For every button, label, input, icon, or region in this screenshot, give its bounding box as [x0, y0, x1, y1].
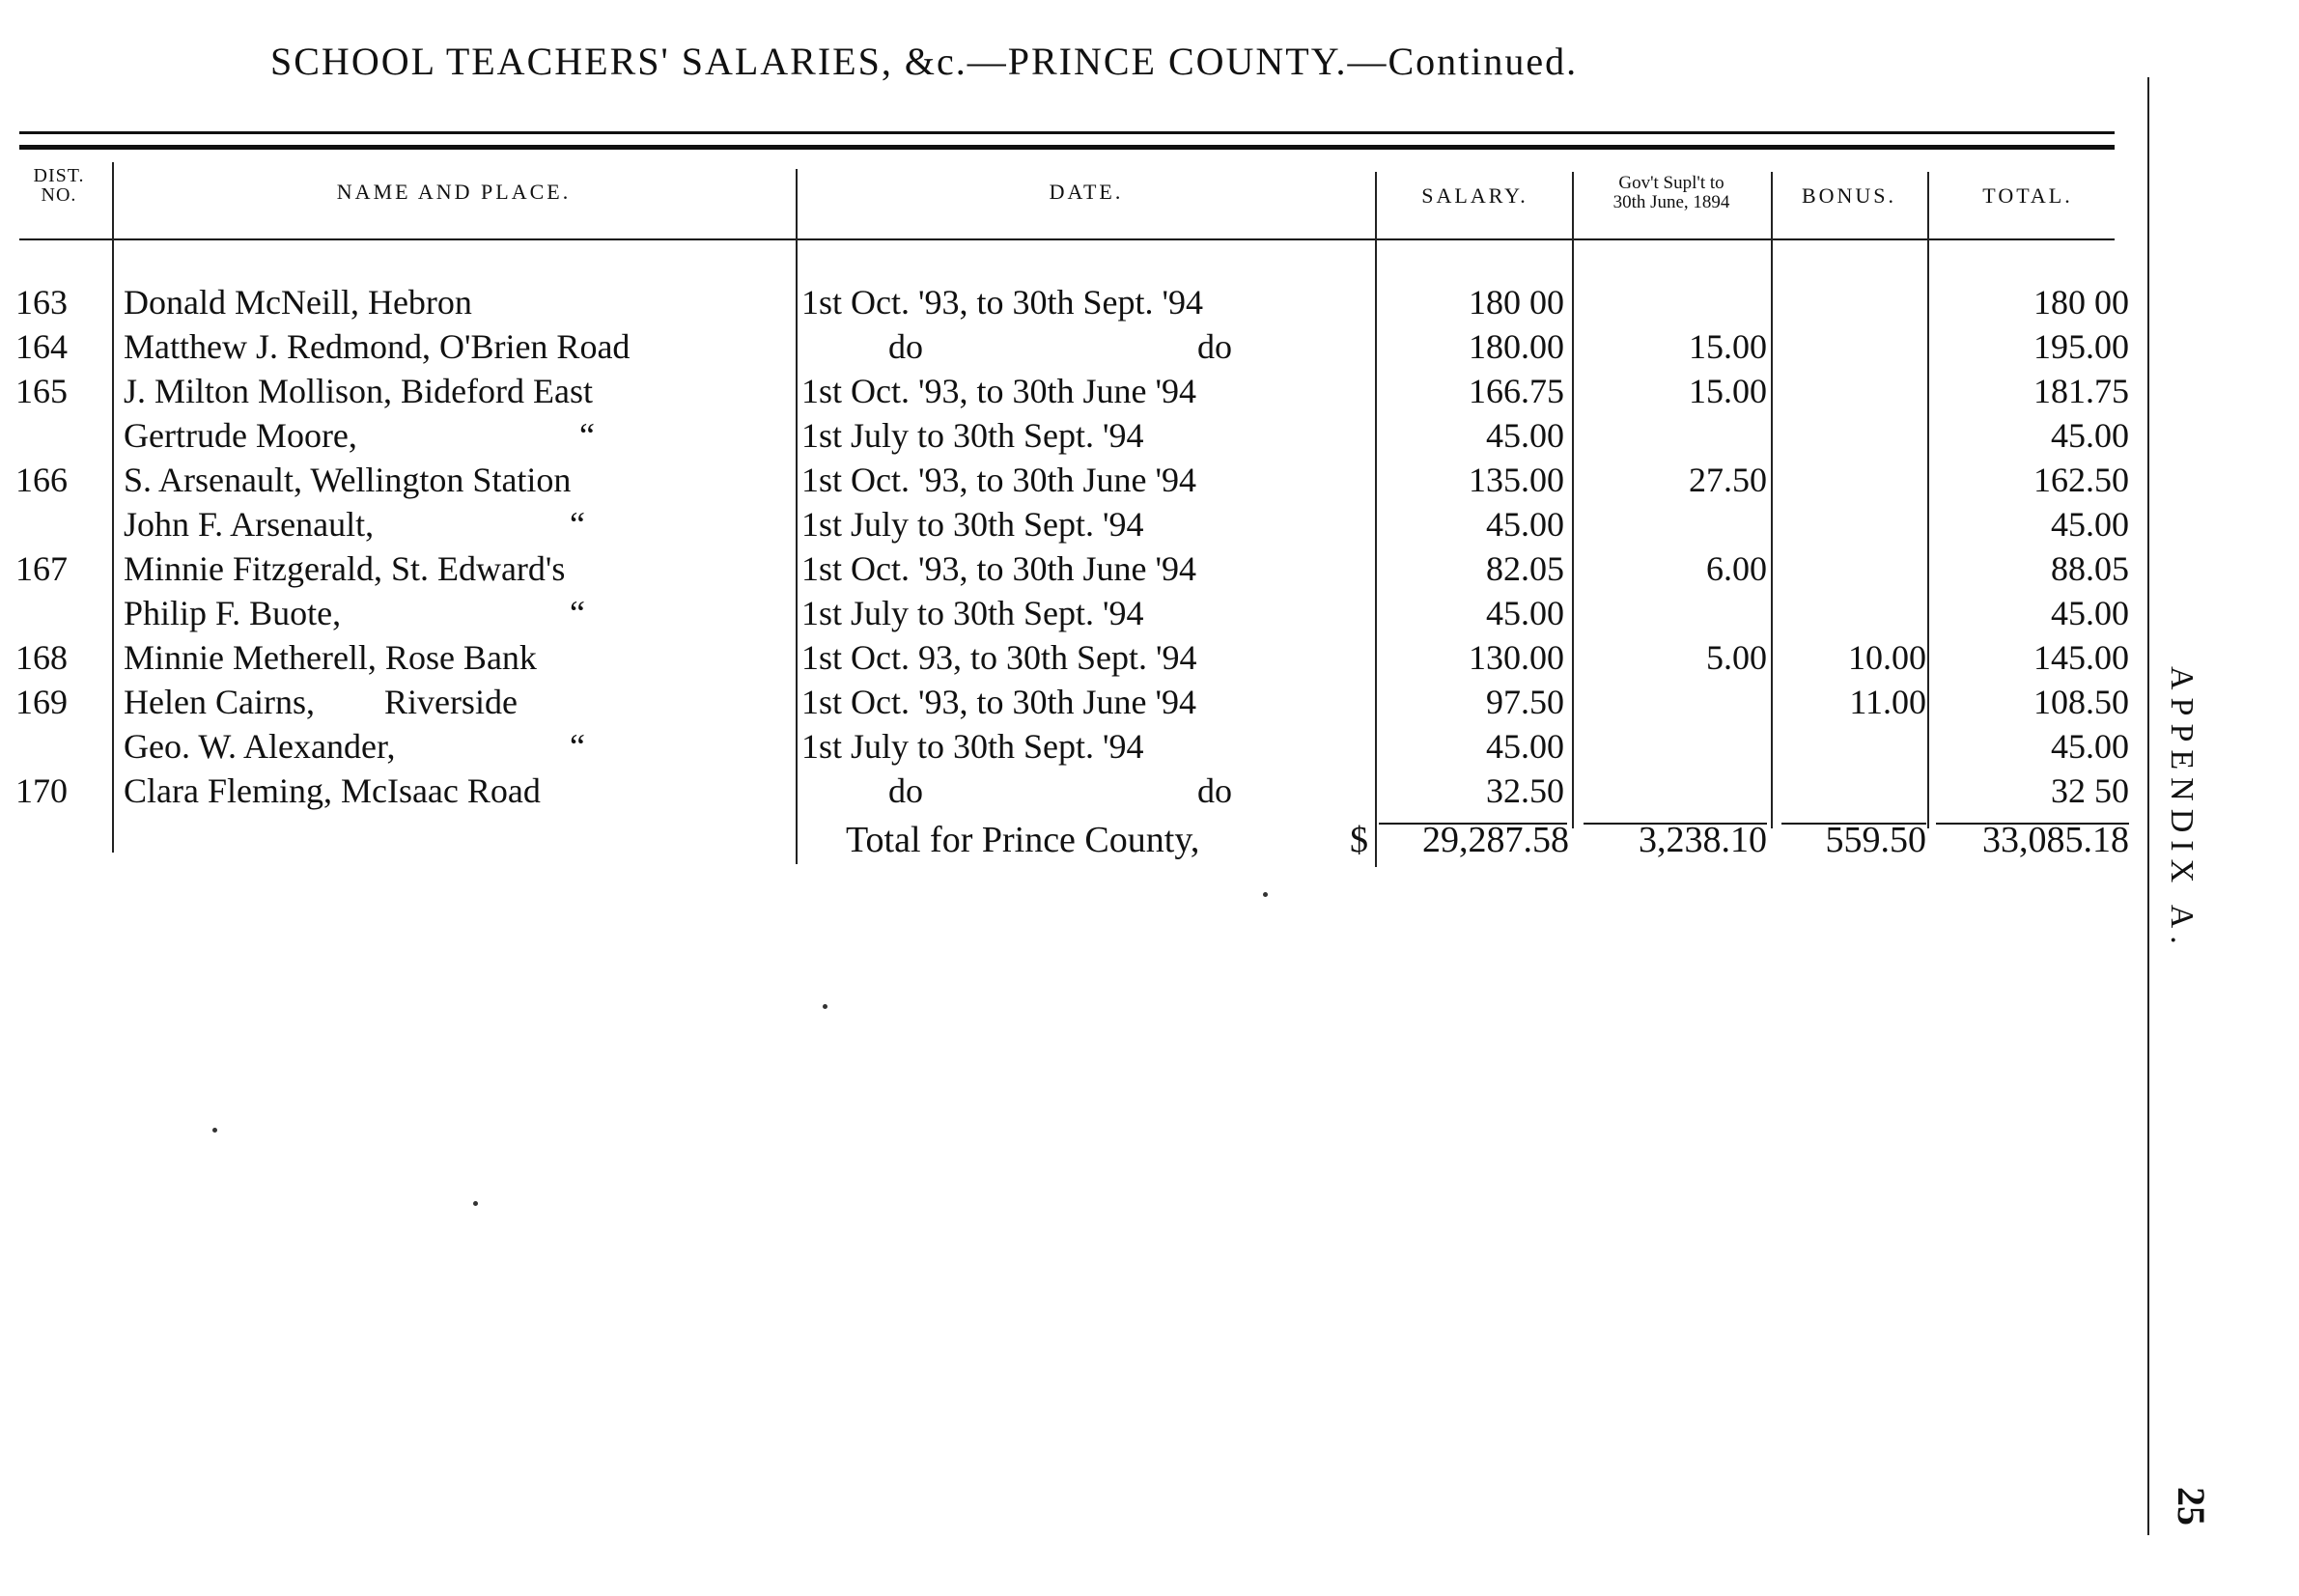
teacher-name-place: S. Arsenault, Wellington Station — [124, 461, 572, 499]
totals-row — [0, 819, 2299, 867]
date-range: 1st July to 30th Sept. '94 — [801, 594, 1144, 632]
print-speck — [473, 1201, 478, 1206]
teacher-name-place: Matthew J. Redmond, O'Brien Road — [124, 327, 631, 366]
dist-no: 167 — [15, 549, 68, 588]
header-supl — [1574, 174, 1769, 212]
dist-no: 165 — [15, 372, 68, 410]
table-row — [0, 637, 2299, 682]
dist-no: 170 — [15, 771, 68, 810]
table-row — [0, 770, 2299, 815]
teacher-name-place: Clara Fleming, McIsaac Road — [124, 771, 541, 810]
date-ditto-from: do — [888, 771, 923, 810]
header-salary: SALARY. — [1421, 183, 1528, 208]
totals-total: 33,085.18 — [1982, 820, 2129, 860]
table-row — [0, 548, 2299, 593]
print-speck — [823, 1004, 827, 1009]
teacher-name-place: Helen Cairns, Riverside — [124, 683, 518, 721]
date-range: 1st Oct. 93, to 30th Sept. '94 — [801, 638, 1197, 677]
date-ditto-to: do — [1197, 771, 1232, 810]
ditto-mark: “ — [579, 416, 595, 455]
date-range: 1st Oct. '93, to 30th June '94 — [801, 683, 1196, 721]
totals-supplement: 3,238.10 — [1639, 820, 1767, 860]
bonus-value: 11.00 — [1849, 683, 1926, 721]
table-row — [0, 371, 2299, 415]
total-value: 145.00 — [2033, 638, 2129, 677]
salary-value: 130.00 — [1469, 638, 1564, 677]
totals-bonus: 559.50 — [1825, 820, 1926, 860]
teacher-name-place: Minnie Fitzgerald, St. Edward's — [124, 549, 566, 588]
salary-value: 82.05 — [1486, 549, 1564, 588]
dist-no: 168 — [15, 638, 68, 677]
totals-salary: 29,287.58 — [1422, 820, 1569, 860]
header-supl-line1: Gov't Supl't to — [1618, 173, 1724, 193]
dist-no: 163 — [15, 283, 68, 322]
totals-label: Total for Prince County, — [846, 820, 1200, 860]
table-row — [0, 593, 2299, 637]
date-range: 1st Oct. '93, to 30th June '94 — [801, 549, 1196, 588]
ditto-mark: “ — [570, 727, 585, 766]
total-value: 32 50 — [2051, 771, 2129, 810]
supplement-value: 5.00 — [1706, 638, 1767, 677]
date-range: 1st July to 30th Sept. '94 — [801, 505, 1144, 544]
table-row — [0, 460, 2299, 504]
date-ditto-to: do — [1197, 327, 1232, 366]
date-range: 1st July to 30th Sept. '94 — [801, 416, 1144, 455]
top-double-rule-lower — [19, 145, 2115, 150]
salary-value: 97.50 — [1486, 683, 1564, 721]
supplement-value: 15.00 — [1689, 327, 1767, 366]
header-bonus: BONUS. — [1801, 183, 1897, 208]
appendix-label: APPENDIX A. — [2164, 666, 2200, 952]
dist-no: 166 — [15, 461, 68, 499]
print-speck — [1263, 892, 1268, 897]
total-value: 45.00 — [2051, 594, 2129, 632]
total-value: 45.00 — [2051, 416, 2129, 455]
header-total: TOTAL. — [1982, 183, 2073, 208]
total-value: 180 00 — [2033, 283, 2129, 322]
print-speck — [212, 1128, 217, 1133]
page-number: 25 — [2170, 1487, 2213, 1526]
teacher-name-place: John F. Arsenault, — [124, 505, 375, 544]
teacher-name-place: Minnie Metherell, Rose Bank — [124, 638, 537, 677]
total-value: 45.00 — [2051, 727, 2129, 766]
table-row — [0, 415, 2299, 460]
salary-value: 166.75 — [1469, 372, 1564, 410]
teacher-name-place: Gertrude Moore, — [124, 416, 357, 455]
table-row — [0, 504, 2299, 548]
salary-value: 45.00 — [1486, 416, 1564, 455]
teacher-name-place: Geo. W. Alexander, — [124, 727, 396, 766]
page-title: SCHOOL TEACHERS' SALARIES, &c.—PRINCE COUNTY.—Continued. — [270, 40, 1579, 83]
total-value: 108.50 — [2033, 683, 2129, 721]
teacher-name-place: J. Milton Mollison, Bideford East — [124, 372, 593, 410]
table-row — [0, 326, 2299, 371]
supplement-value: 15.00 — [1689, 372, 1767, 410]
dist-no: 169 — [15, 683, 68, 721]
header-name-place: NAME AND PLACE. — [336, 180, 572, 204]
ditto-mark: “ — [570, 594, 585, 632]
total-value: 181.75 — [2033, 372, 2129, 410]
teacher-name-place: Donald McNeill, Hebron — [124, 283, 472, 322]
salary-value: 45.00 — [1486, 594, 1564, 632]
top-double-rule — [19, 131, 2115, 134]
salary-value: 32.50 — [1486, 771, 1564, 810]
dist-no: 164 — [15, 327, 68, 366]
total-value: 88.05 — [2051, 549, 2129, 588]
bonus-value: 10.00 — [1848, 638, 1926, 677]
date-range: 1st Oct. '93, to 30th June '94 — [801, 461, 1196, 499]
header-dist-no — [15, 166, 102, 205]
total-value: 162.50 — [2033, 461, 2129, 499]
date-ditto-from: do — [888, 327, 923, 366]
header-date: DATE. — [1049, 180, 1124, 204]
header-dist-line1: DIST. — [33, 165, 85, 186]
table-row — [0, 726, 2299, 770]
header-supl-line2: 30th June, 1894 — [1612, 192, 1730, 212]
teacher-name-place: Philip F. Buote, — [124, 594, 342, 632]
totals-dollar-sign: $ — [1350, 820, 1368, 860]
header-bottom-rule — [19, 238, 2115, 240]
salary-value: 180.00 — [1469, 327, 1564, 366]
supplement-value: 27.50 — [1689, 461, 1767, 499]
salary-value: 45.00 — [1486, 505, 1564, 544]
date-range: 1st July to 30th Sept. '94 — [801, 727, 1144, 766]
supplement-value: 6.00 — [1706, 549, 1767, 588]
ditto-mark: “ — [570, 505, 585, 544]
table-row — [0, 682, 2299, 726]
salary-value: 45.00 — [1486, 727, 1564, 766]
header-dist-line2: NO. — [41, 184, 77, 206]
total-value: 45.00 — [2051, 505, 2129, 544]
salary-value: 135.00 — [1469, 461, 1564, 499]
salary-value: 180 00 — [1469, 283, 1564, 322]
total-value: 195.00 — [2033, 327, 2129, 366]
date-range: 1st Oct. '93, to 30th Sept. '94 — [801, 283, 1203, 322]
date-range: 1st Oct. '93, to 30th June '94 — [801, 372, 1196, 410]
table-row — [0, 282, 2299, 326]
